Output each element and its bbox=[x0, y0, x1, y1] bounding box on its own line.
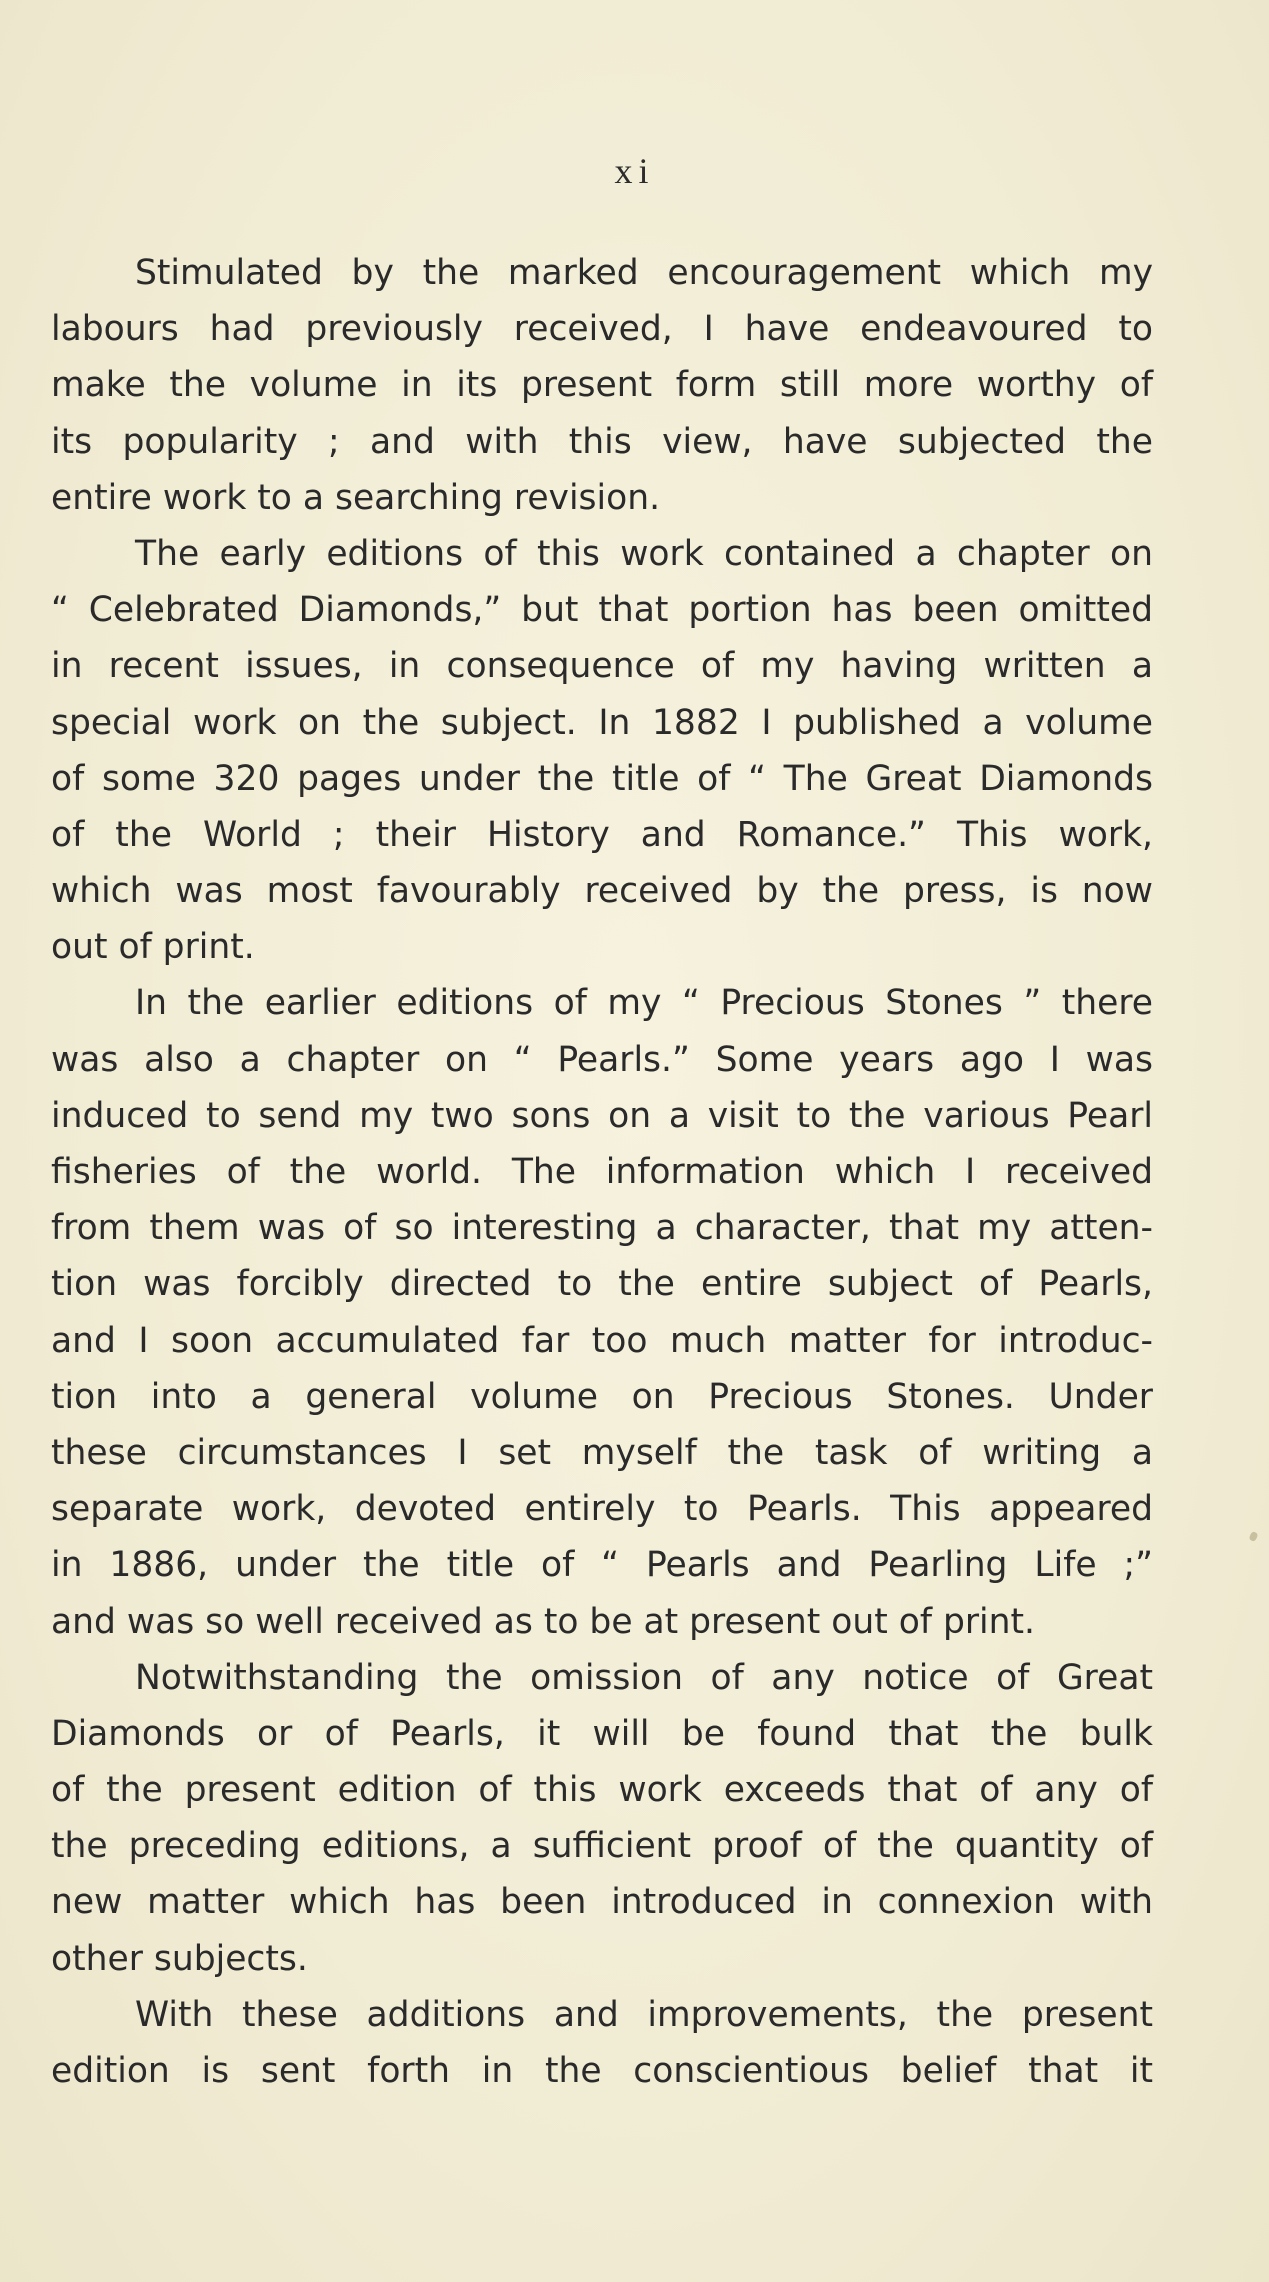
text-line: special work on the subject. In 1882 I published a volume bbox=[51, 702, 1153, 743]
text-line: “ Celebrated Diamonds,” but that portion has been omitted bbox=[51, 590, 1153, 631]
text-line: With these additions and improvements, the present bbox=[135, 1994, 1153, 2035]
text-line: and was so well received as to be at present out of print. bbox=[51, 1601, 1035, 1642]
text-line: induced to send my two sons on a visit to the various Pearl bbox=[51, 1095, 1153, 1136]
text-line: separate work, devoted entirely to Pearls. This appeared bbox=[51, 1489, 1153, 1530]
page-number: xi bbox=[614, 151, 655, 191]
text-line: other subjects. bbox=[51, 1938, 308, 1979]
text-line: edition is sent forth in the conscientious belief that it bbox=[51, 2051, 1153, 2091]
text-line: Diamonds or of Pearls, it will be found that the bulk bbox=[51, 1713, 1153, 1754]
text-line: In the earlier editions of my “ Precious Stones ” there bbox=[135, 983, 1153, 1024]
paper-speck bbox=[1248, 1531, 1258, 1542]
text-line: which was most favourably received by the press, is now bbox=[51, 871, 1153, 912]
text-line: the preceding editions, a sufficient proof of the quantity of bbox=[51, 1826, 1153, 1867]
text-line: its popularity ; and with this view, have subjected the bbox=[51, 421, 1153, 462]
text-line: out of print. bbox=[51, 927, 255, 968]
text-line: Notwithstanding the omission of any notice of Great bbox=[135, 1657, 1153, 1698]
text-line: Stimulated by the marked encouragement which my bbox=[135, 253, 1153, 293]
text-line: from them was of so interesting a character, that my atten- bbox=[51, 1208, 1153, 1249]
text-line: of the World ; their History and Romance.” This work, bbox=[51, 814, 1153, 855]
text-line: labours had previously received, I have endeavoured to bbox=[51, 309, 1153, 350]
text-line: of the present edition of this work exceeds that of any of bbox=[51, 1770, 1153, 1811]
text-line: new matter which has been introduced in connexion with bbox=[51, 1882, 1153, 1923]
text-line: entire work to a searching revision. bbox=[51, 477, 661, 518]
text-line: these circumstances I set myself the task of writing a bbox=[51, 1432, 1153, 1473]
text-line: and I soon accumulated far too much matter for introduc- bbox=[51, 1320, 1153, 1361]
text-line: of some 320 pages under the title of “ The Great Diamonds bbox=[51, 758, 1153, 799]
text-line: fisheries of the world. The information which I received bbox=[51, 1152, 1153, 1192]
text-line: tion into a general volume on Precious Stones. Under bbox=[51, 1376, 1153, 1417]
text-line: in 1886, under the title of “ Pearls and Pearling Life ;” bbox=[51, 1545, 1153, 1586]
text-line: tion was forcibly directed to the entire subject of Pearls, bbox=[51, 1264, 1153, 1305]
text-line: was also a chapter on “ Pearls.” Some years ago I was bbox=[51, 1039, 1153, 1080]
body-text bbox=[51, 245, 1153, 2099]
text-line: make the volume in its present form still more worthy of bbox=[51, 365, 1153, 406]
text-line: The early editions of this work contained a chapter on bbox=[135, 533, 1153, 574]
text-line: in recent issues, in consequence of my having written a bbox=[51, 646, 1153, 687]
